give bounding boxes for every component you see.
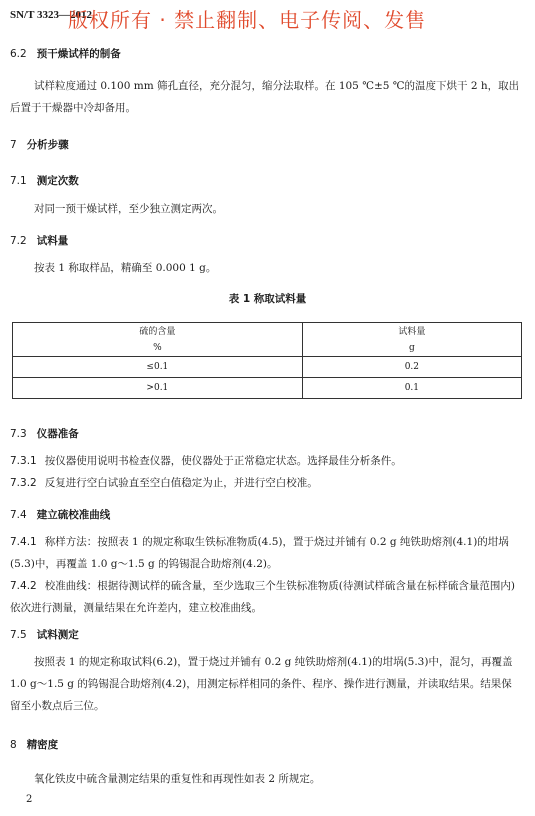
clause-number: 7.4.2 bbox=[10, 580, 37, 592]
clause-number: 7.4.1 bbox=[10, 536, 37, 548]
table-cell: 0.2 bbox=[302, 357, 521, 378]
header-label: 硫的含量 bbox=[139, 326, 176, 337]
section-7-4-2 bbox=[10, 575, 522, 619]
section-title: 分析步骤 bbox=[26, 139, 69, 151]
table-cell: ≤0.1 bbox=[13, 357, 303, 378]
section-number: 7.1 bbox=[10, 175, 27, 187]
section-7-5-heading bbox=[10, 627, 79, 642]
copyright-watermark: 版权所有 · 禁止翻制、电子传阅、发售 bbox=[68, 8, 427, 32]
section-7-3-1 bbox=[10, 450, 402, 472]
section-7-1-text: 对同一预干燥试样，至少独立测定两次。 bbox=[34, 203, 223, 215]
table-1 bbox=[12, 322, 522, 399]
section-number: 7 bbox=[10, 139, 17, 151]
section-title: 建立硫校准曲线 bbox=[36, 509, 111, 521]
header-unit: g bbox=[408, 342, 415, 353]
section-title: 仪器准备 bbox=[36, 428, 79, 440]
section-7-2-text: 按表 1 称取样品，精确至 0.000 1 g。 bbox=[34, 262, 217, 274]
table-row bbox=[13, 378, 522, 399]
clause-text: 按仪器使用说明书检查仪器，使仪器处于正常稳定状态。选择最佳分析条件。 bbox=[44, 455, 402, 467]
section-number: 8 bbox=[10, 739, 17, 751]
table-cell: 0.1 bbox=[302, 378, 521, 399]
section-number: 6.2 bbox=[10, 48, 27, 60]
section-7-1-heading bbox=[10, 173, 79, 188]
page-number: 2 bbox=[26, 794, 33, 805]
section-7-5-text: 按照表 1 的规定称取试料(6.2)，置于烧过并铺有 0.2 g 纯铁助熔剂(4.1)的坩埚(5.3)中，混匀，再覆盖 1.0 g～1.5 g 的钨锡混合助熔剂(4.2)，用测定标样相同的条件、程序、操作进行测量，并读取结果。结果保留至小数点后三位。 bbox=[10, 656, 513, 712]
section-number: 7.3 bbox=[10, 428, 27, 440]
section-7-4-heading bbox=[10, 507, 110, 522]
section-8-heading bbox=[10, 737, 58, 752]
clause-text: 反复进行空白试验直至空白值稳定为止，并进行空白校准。 bbox=[44, 477, 318, 489]
table-cell: >0.1 bbox=[13, 378, 303, 399]
section-number: 7.2 bbox=[10, 235, 27, 247]
section-6-2-heading bbox=[10, 46, 121, 61]
clause-number: 7.3.1 bbox=[10, 455, 37, 467]
section-title: 测定次数 bbox=[36, 175, 79, 187]
section-7-3-2 bbox=[10, 472, 318, 494]
section-7-2-heading bbox=[10, 233, 68, 248]
section-number: 7.4 bbox=[10, 509, 27, 521]
header-cell-mass bbox=[302, 323, 521, 357]
section-number: 7.5 bbox=[10, 629, 27, 641]
clause-text: 校准曲线：根据待测试样的硫含量，至少选取三个生铁标准物质(待测试样硫含量在标样硫含量范围内)依次进行测量，测量结果在允许差内，建立校准曲线。 bbox=[10, 580, 515, 614]
section-title: 精密度 bbox=[26, 739, 59, 751]
table-row bbox=[13, 357, 522, 378]
section-title: 试料测定 bbox=[36, 629, 79, 641]
clause-text: 称样方法：按照表 1 的规定称取生铁标准物质(4.5)，置于烧过并铺有 0.2 g 纯铁助熔剂(4.1)的坩埚(5.3)中，再覆盖 1.0 g～1.5 g 的钨锡混合助熔剂(4.2)。 bbox=[10, 536, 509, 570]
standard-code: SN/T 3323—2012 bbox=[10, 9, 93, 21]
section-7-4-1 bbox=[10, 531, 522, 575]
section-title: 预干燥试样的制备 bbox=[36, 48, 121, 60]
section-8-text: 氧化铁皮中硫含量测定结果的重复性和再现性如表 2 所规定。 bbox=[34, 773, 321, 785]
header-cell-sulfur bbox=[13, 323, 303, 357]
clause-number: 7.3.2 bbox=[10, 477, 37, 489]
section-7-3-heading bbox=[10, 426, 79, 441]
header-label: 试料量 bbox=[398, 326, 426, 337]
section-6-2-text: 试样粒度通过 0.100 mm 筛孔直径，充分混匀，缩分法取样。在 105 ℃±5 ℃的温度下烘干 2 h，取出后置于干燥器中冷却备用。 bbox=[10, 80, 520, 114]
table-header-row bbox=[13, 323, 522, 357]
section-title: 试料量 bbox=[36, 235, 69, 247]
header-unit: % bbox=[153, 342, 162, 353]
table-1-caption: 表 1 称取试料量 bbox=[228, 293, 307, 305]
section-7-heading bbox=[10, 137, 69, 152]
